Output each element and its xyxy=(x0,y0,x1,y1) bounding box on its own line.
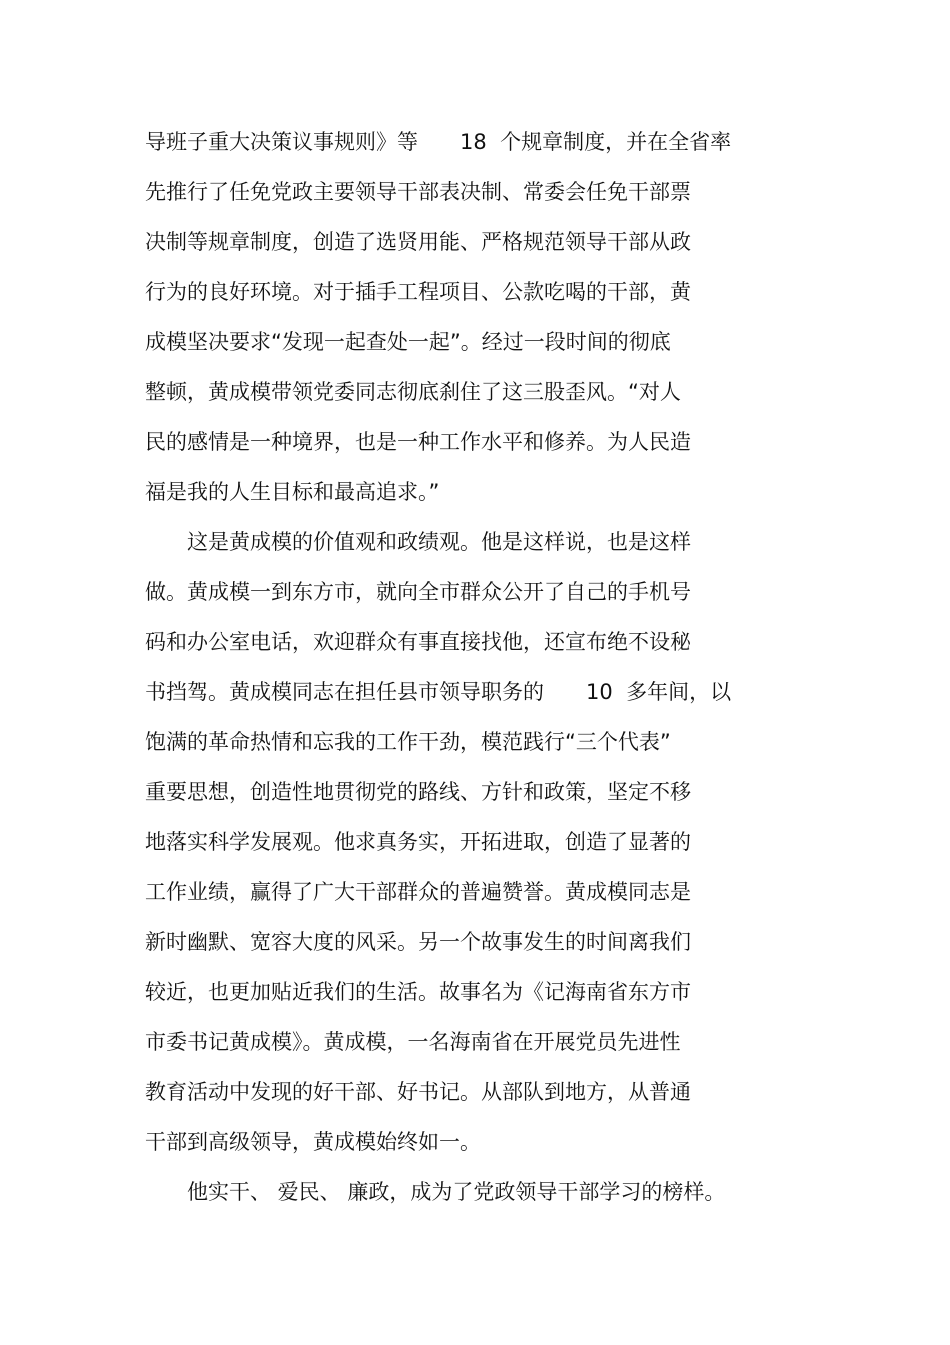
text-line: 书挡驾。黄成模同志在担任县市领导职务的 10 多年间，以 xyxy=(145,680,732,704)
text-line: 重要思想，创造性地贯彻党的路线、方针和政策，坚定不移 xyxy=(145,780,691,804)
text-line: 先推行了任免党政主要领导干部表决制、常委会任免干部票 xyxy=(145,180,691,204)
text-line: 码和办公室电话，欢迎群众有事直接找他，还宣布绝不设秘 xyxy=(145,630,691,654)
text-line: 地落实科学发展观。他求真务实，开拓进取，创造了显著的 xyxy=(145,830,691,854)
text-line: 他实干、 爱民、 廉政，成为了党政领导干部学习的榜样。 xyxy=(145,1180,726,1204)
text-line: 工作业绩，赢得了广大干部群众的普遍赞誉。黄成模同志是 xyxy=(145,880,691,904)
text-line: 干部到高级领导，黄成模始终如一。 xyxy=(145,1130,481,1154)
text-line: 新时幽默、宽容大度的风采。另一个故事发生的时间离我们 xyxy=(145,930,691,954)
text-line: 民的感情是一种境界，也是一种工作水平和修养。为人民造 xyxy=(145,430,691,454)
text-line: 福是我的人生目标和最高追求。” xyxy=(145,480,440,504)
text-line: 行为的良好环境。对于插手工程项目、公款吃喝的干部，黄 xyxy=(145,280,691,304)
text-line: 整顿，黄成模带领党委同志彻底刹住了这三股歪风。“对人 xyxy=(145,380,681,404)
text-line: 导班子重大决策议事规则》等 18 个规章制度，并在全省率 xyxy=(145,130,732,154)
text-line: 较近，也更加贴近我们的生活。故事名为《记海南省东方市 xyxy=(145,980,691,1004)
text-line: 教育活动中发现的好干部、好书记。从部队到地方，从普通 xyxy=(145,1080,691,1104)
text-line: 市委书记黄成模》。黄成模，一名海南省在开展党员先进性 xyxy=(145,1030,681,1054)
text-line: 饱满的革命热情和忘我的工作干劲，模范践行“三个代表” xyxy=(145,730,671,754)
text-line: 决制等规章制度，创造了选贤用能、严格规范领导干部从政 xyxy=(145,230,691,254)
text-line: 做。黄成模一到东方市，就向全市群众公开了自己的手机号 xyxy=(145,580,691,604)
text-line: 成模坚决要求“发现一起查处一起”。经过一段时间的彻底 xyxy=(145,330,671,354)
text-line: 这是黄成模的价值观和政绩观。他是这样说，也是这样 xyxy=(145,530,691,554)
